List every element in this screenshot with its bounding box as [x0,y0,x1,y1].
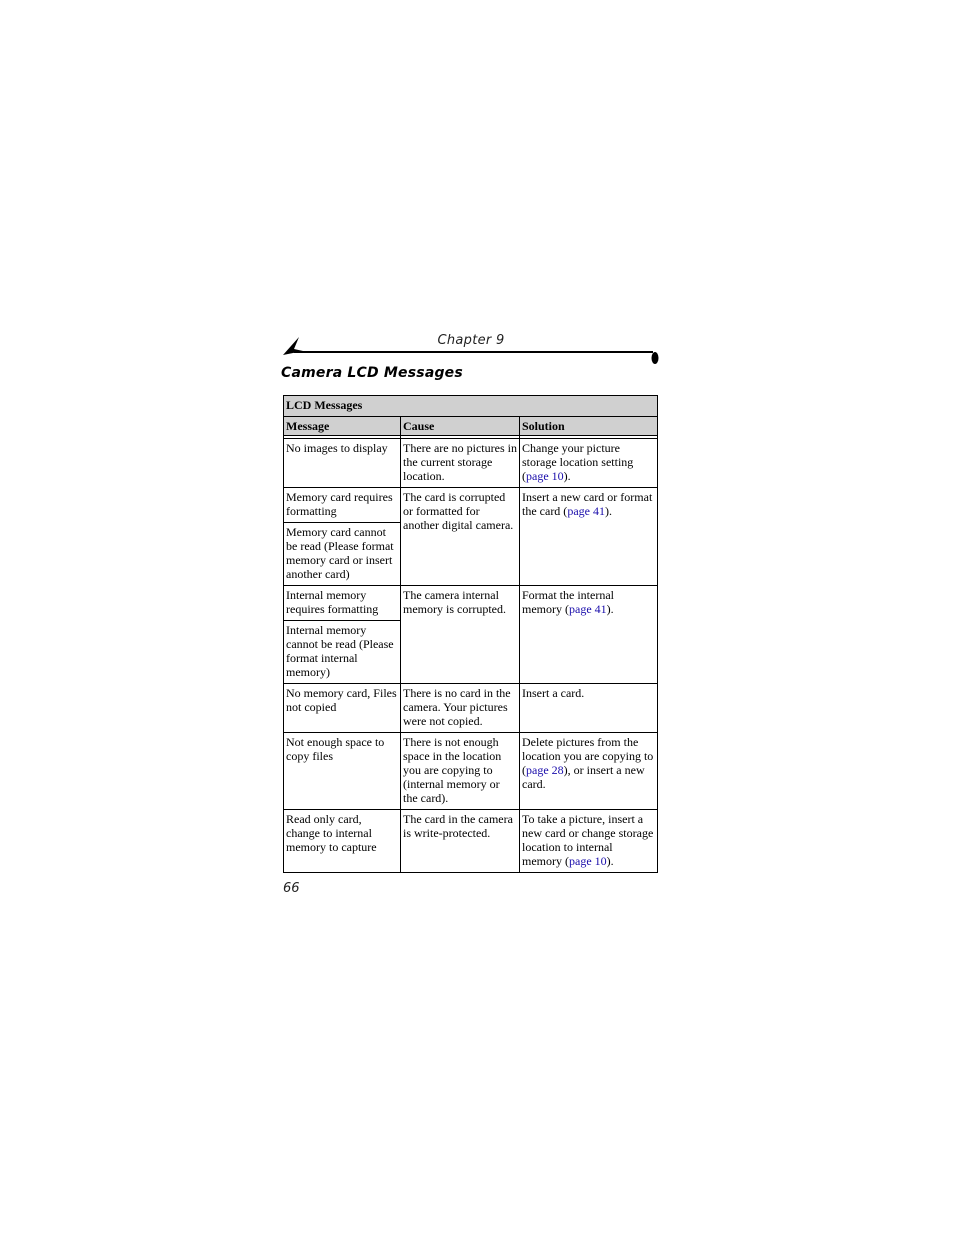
section-title: Camera LCD Messages [281,365,463,381]
table-row [284,439,658,488]
message-cell: No memory card, Files not copied [284,684,401,733]
cause-cell: The card is corrupted or formatted for another digital camera. [401,488,520,586]
cause-cell: There is not enough space in the location you are copying to (internal memory or the card). [401,733,520,810]
solution-cell: Delete pictures from the location you are copying to (page 28), or insert a new card. [520,733,658,810]
solution-cell: Insert a new card or format the card (page 41). [520,488,658,586]
table-row [284,733,658,810]
lcd-messages-table [283,395,658,873]
message-cell: Internal memory cannot be read (Please format internal memory) [284,621,401,684]
message-cell: Memory card cannot be read (Please format memory card or insert another card) [284,523,401,586]
table-row [284,586,658,621]
table-row [284,684,658,733]
cause-cell: The camera internal memory is corrupted. [401,586,520,684]
column-header-cause: Cause [401,417,520,436]
page-number: 66 [283,881,300,896]
solution-cell: To take a picture, insert a new card or change storage location to internal memory (page 10). [520,810,658,873]
column-header-solution: Solution [520,417,658,436]
cause-cell: There is no card in the camera. Your pictures were not copied. [401,684,520,733]
page-link[interactable]: page 10 [526,469,564,483]
table-row [284,488,658,523]
cause-cell: The card in the camera is write-protected. [401,810,520,873]
solution-cell: Insert a card. [520,684,658,733]
message-cell: Read only card, change to internal memory to capture [284,810,401,873]
table-row [284,810,658,873]
page-link[interactable]: page 28 [526,763,564,777]
page-link[interactable]: page 41 [569,602,607,616]
message-cell: Memory card requires formatting [284,488,401,523]
message-cell: No images to display [284,439,401,488]
chapter-label: Chapter 9 [437,333,505,348]
message-cell: Not enough space to copy files [284,733,401,810]
chapter-header [281,333,661,369]
table-title: LCD Messages [284,396,658,417]
page-link[interactable]: page 10 [569,854,607,868]
column-header-message: Message [284,417,401,436]
solution-cell: Change your picture storage location setting (page 10). [520,439,658,488]
cause-cell: There are no pictures in the current storage location. [401,439,520,488]
page-link[interactable]: page 41 [567,504,605,518]
solution-cell: Format the internal memory (page 41). [520,586,658,684]
message-cell: Internal memory requires formatting [284,586,401,621]
